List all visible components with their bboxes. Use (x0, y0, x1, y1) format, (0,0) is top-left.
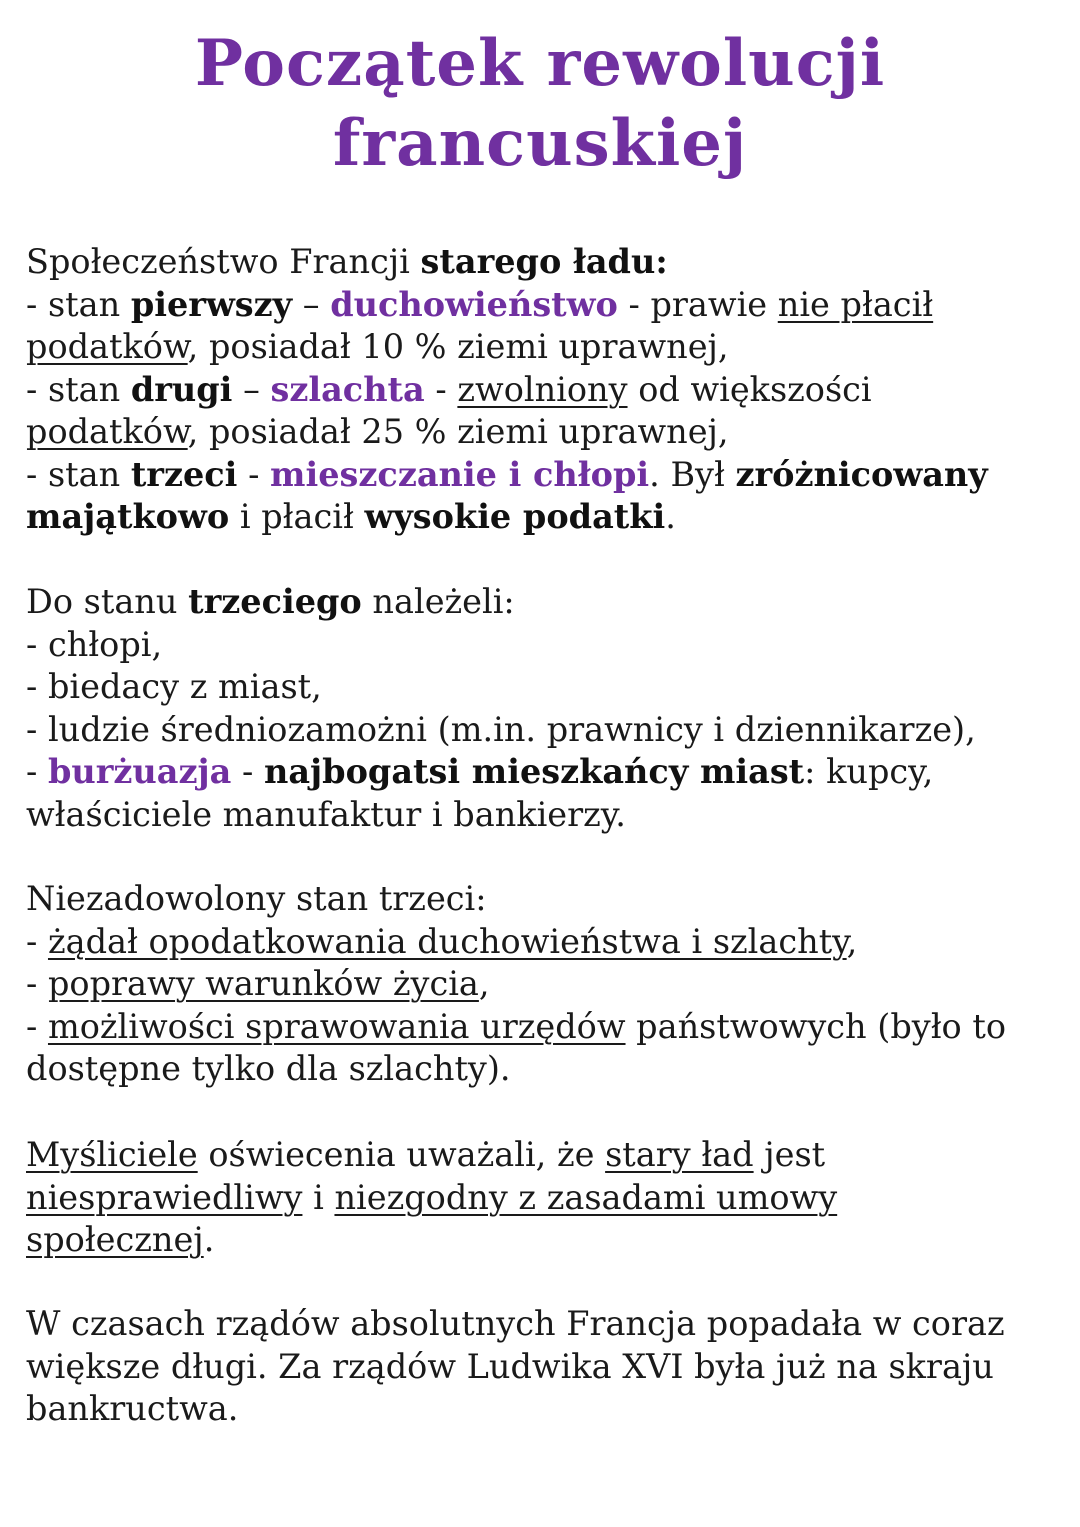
section-old-regime (26, 241, 1066, 539)
list-item-cont: podatków, posiadał 10 % ziemi uprawnej, (26, 327, 729, 366)
section-heading: Społeczeństwo Francji starego ładu: (26, 242, 668, 281)
list-item: - burżuazja - najbogatsi mieszkańcy miast: kupcy, (26, 752, 934, 791)
list-item-cont: podatków, posiadał 25 % ziemi uprawnej, (26, 412, 729, 451)
paragraph-line: W czasach rządów absolutnych Francja popadała w coraz (26, 1304, 1005, 1343)
list-item: - możliwości sprawowania urzędów państwowych (było to (26, 1006, 1007, 1046)
section-debt (26, 1303, 1066, 1431)
paragraph-line: bankructwa. (26, 1389, 239, 1428)
list-item: - biedacy z miast, (26, 667, 322, 706)
page-title (0, 24, 1080, 184)
section-enlightenment (26, 1134, 1066, 1262)
list-item: - ludzie średniozamożni (m.in. prawnicy i dziennikarze), (26, 709, 976, 749)
list-item: - stan drugi – szlachta - zwolniony od większości (26, 369, 872, 409)
list-item-cont: majątkowo i płacił wysokie podatki. (26, 497, 676, 536)
section-third-estate-members (26, 581, 1066, 836)
paragraph-line: Myśliciele oświecenia uważali, że stary ład jest (26, 1135, 826, 1174)
section-heading: Niezadowolony stan trzeci: (26, 879, 487, 918)
section-demands (26, 878, 1066, 1091)
list-item: - poprawy warunków życia, (26, 964, 490, 1003)
list-item-cont: właściciele manufaktur i bankierzy. (26, 794, 626, 834)
list-item: - stan pierwszy – duchowieństwo - prawie nie płacił (26, 284, 934, 324)
paragraph-line: niesprawiedliwy i niezgodny z zasadami umowy (26, 1177, 838, 1217)
paragraph-line: większe długi. Za rządów Ludwika XVI była już na skraju (26, 1346, 994, 1386)
list-item: - żądał opodatkowania duchowieństwa i szlachty, (26, 921, 858, 961)
list-item-cont: dostępne tylko dla szlachty). (26, 1049, 511, 1088)
title-line-2: francuskiej (332, 106, 748, 181)
list-item: - chłopi, (26, 624, 163, 664)
list-item: - stan trzeci - mieszczanie i chłopi. Był zróżnicowany (26, 454, 988, 494)
section-heading: Do stanu trzeciego należeli: (26, 582, 515, 621)
title-line-1: Początek rewolucji (194, 26, 886, 101)
paragraph-line: społecznej. (26, 1220, 215, 1259)
